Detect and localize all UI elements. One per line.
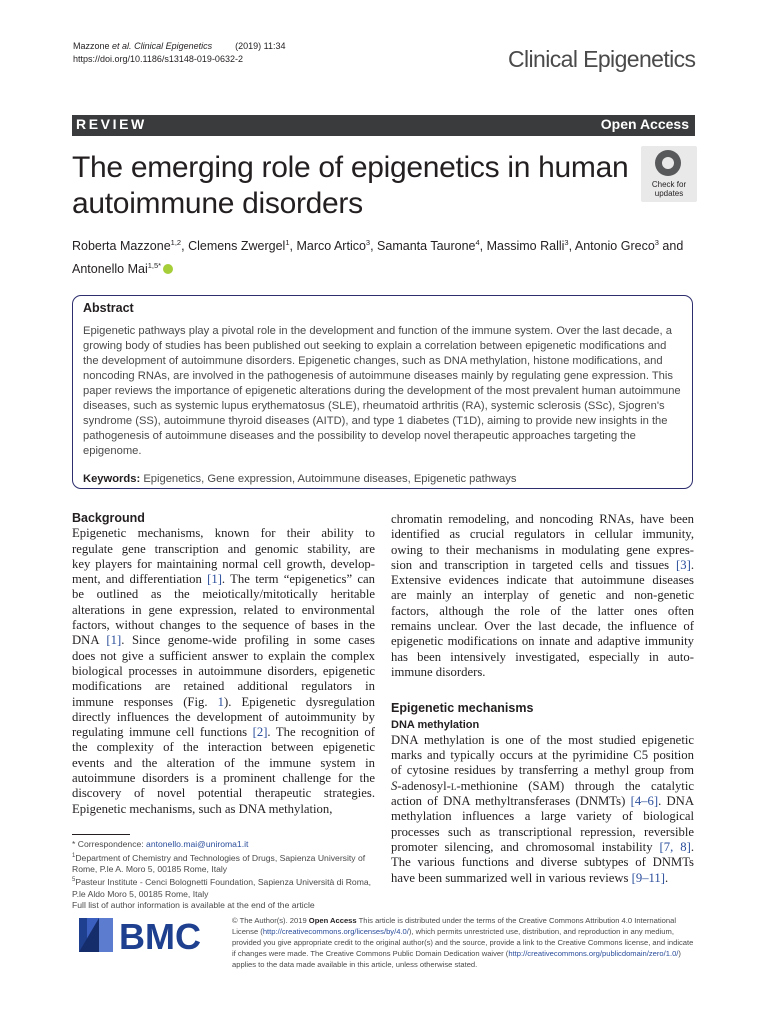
open-access-label: Open Access [600,116,689,132]
text-line: the complexity of the interaction between epigenetic [72,740,375,755]
article-type-label: REVIEW [76,116,147,132]
text-line: modifications are retained additional regulators in [72,679,375,694]
check-updates-line-1: Check for [651,180,687,189]
text-line: has been intensively investigated, especially in auto- [391,649,694,664]
author-affiliation-sup: 1 [285,238,290,247]
check-updates-line-2: updates [654,189,684,198]
correspondence-line: * Correspondence: antonello.mai@uniroma1.it [72,839,249,849]
dna-methylation-heading: DNA methylation [391,718,480,731]
citation-link[interactable]: 1 [217,694,224,709]
text-line: sion and transcription in targeted cells and tissues [3]. [391,557,694,572]
text-line: DNA methylation is one of the most studied epigenetic [391,732,694,747]
text-line: ment, and differentiation [1]. The term “epigenetics” can [72,572,376,587]
left-column [72,511,376,817]
text-line: events and the alteration of the immune system in [72,755,375,770]
abstract-heading: Abstract [83,301,134,315]
text-line: factors, although the role of the latter ones often [391,603,694,618]
citation-link[interactable]: [4–6] [630,794,659,809]
author-affiliation-sup: 1,5* [147,261,162,271]
citation-link[interactable]: [1] [106,633,122,648]
text-line: chromatin remodeling, and noncoding RNAs, have been [391,512,694,526]
keywords [83,473,516,485]
author-name: Roberta Mazzone [72,239,171,254]
text-line: Epigenetic mechanisms, known for their ability to [72,526,375,541]
text-line: remains unclear. Over the last decade, the influence of [391,619,694,634]
text-line: factors, without changes to the sequence of bases in the [72,618,375,633]
text-line: DNA [1]. Since genome-wide profiling in some cases [72,633,375,648]
text-line: The various functions and diverse subtypes of DNMTs [391,855,694,870]
text-line: have been summarized well in various reviews [9–11]. [391,870,669,885]
text-line: discovery of novel potential therapeutic strategies. [72,786,375,801]
text-line: regulate gene transcription and genomic stability, are [72,541,375,556]
cc-by-link[interactable]: http://creativecommons.org/licenses/by/4.0/ [262,927,409,936]
keywords-list: Epigenetics, Gene expression, Autoimmune diseases, Epigenetic pathways [143,473,517,485]
citation-authors: Mazzone [73,41,110,51]
citation-link[interactable]: [9–11] [631,870,665,885]
check-updates-icon [655,150,681,176]
bmc-logo [73,912,221,963]
text-line: immune disorders. [391,664,486,679]
abstract-box [72,295,693,489]
affiliation-1: $^1$Department of Chemistry and Technologies of Drugs, Sapienza University of Rome, P.le A. Moro 5, 00185 Rome, Italy [72,852,366,874]
article-type-banner [72,115,695,136]
text-line: methylation influences a large variety of biological [391,809,694,824]
footnote-divider [72,834,130,835]
text-line: promoter silencing, and chromosomal instability [7, 8]. [391,839,694,854]
text-line: Epigenetic mechanisms, such as DNA methylation, [72,801,333,816]
text-line: Extensive evidences indicate that autoimmune diseases [391,573,694,588]
text-line: key players for maintaining normal cell growth, develop- [72,556,375,571]
orcid-icon[interactable] [163,264,173,274]
dna-methylation-paragraph [391,733,694,886]
text-line: S-adenosyl-l-methionine (SAM) through the catalytic [391,778,694,793]
text-line: marks and typically occurs at the pyrimidine C5 position [391,748,694,763]
bmc-logo-text: BMC [119,916,201,957]
epigenetic-mechanisms-heading: Epigenetic mechanisms [391,701,534,716]
article-title [72,150,632,222]
license-open-access: Open Access [308,916,357,925]
footnotes [72,839,382,912]
text-line: epigenetic modifications on innate and adaptive immunity [391,634,694,649]
doi-link[interactable]: https://doi.org/10.1186/s13148-019-0632-2 [73,54,243,64]
license-notice: © The Author(s). 2019 Open Access This article is distributed under the terms of the Creative Commons Attribution 4.0 International License (http://creativecommons.org/licenses/by/4.0/), which permits unrestricted use, distribution, and reproduction in any medium, provided you give appropriate credit to the original author(s) and the source, provide a link to the Creative Commons license, and indicate if changes were made. The Creative Commons Public Domain Dedication waiver (http://creativecommons.org/publicdomain/zero/1.0/) applies to the data made available in this article, unless otherwise stated. [232,916,694,969]
abstract-text: Epigenetic pathways play a pivotal role in the development and function of the immune system. Over the last decade, a growing body of studies has been published out seeking to explain a correlation between epigenetic modifications and the development of autoimmune disorders. Epigenetic changes, such as DNA methylation, histone modifications, and noncoding RNAs, are involved in the pathogenesis of autoimmune diseases mainly by regulating gene expression. This paper reviews the importance of epigenetic alterations during the development of the most prevalent human autoimmune diseases, such as systemic lupus erythematosus (SLE), rheumatoid arthritis (RA), systemic sclerosis (SSc), Sjogren's syndrome (SS), autoimmune thyroid diseases (AITD), and type 1 diabetes (T1D), aiming to provide new insights in the pathogenesis of autoimmune diseases and the possibility to develop novel therapeutic approaches targeting the epigenome. [83,325,681,457]
title-line-2: autoimmune disorders [72,187,363,220]
author-name: Antonello Mai [72,262,148,277]
author-name: Marco Artico [296,239,366,254]
text-line: directly influences the development of autoimmunity by [72,709,375,724]
citation-link[interactable]: [1] [207,572,222,587]
journal-title: Clinical Epigenetics [508,46,696,72]
author-affiliation-sup: 3 [654,238,659,247]
title-line-1: The emerging role of epigenetics in human [72,151,629,184]
author-name: Antonio Greco [574,239,655,254]
text-line: are mainly an interplay of genetic and non-genetic [391,588,694,603]
text-line: processes such as transcriptional repression, reversible [391,824,694,839]
author-name: Clemens Zwergel [188,239,286,254]
text-line: identified as crucial regulators in cellular immunity, [391,527,694,542]
author-list: Roberta Mazzone$^{1,2}$, Clemens Zwergel$^1$, Marco Artico$^3$, Samanta Taurone$^4$, Massimo Ralli$^3$, Antonio Greco$^3$ and Antonello Mai$^{1,5*}$ [72,238,684,277]
text-line: biological processes in autoimmune disorders, epigenetic [72,663,375,678]
text-line: owing to their mechanisms in modulating gene expres- [391,542,694,557]
text-line: does not give a sufficient answer to explain the complex [72,648,375,663]
text-line: of cytosine residues by transferring a methyl group from [391,763,694,778]
cc-zero-link[interactable]: http://creativecommons.org/publicdomain/zero/1.0/ [508,949,679,958]
check-for-updates-badge[interactable] [641,146,697,202]
full-author-info-note: Full list of author information is available at the end of the article [72,900,315,911]
right-column [391,512,694,886]
text-line: immune responses (Fig. 1). Epigenetic dysregulation [72,694,375,709]
right-paragraph-1 [391,512,694,680]
author-affiliation-sup: 3 [564,238,569,247]
author-affiliation-sup: 1,2 [170,238,182,247]
text-line: regulating immune cell functions [2]. The recognition of [72,725,375,740]
article-citation-header [73,40,286,66]
author-name: Massimo Ralli [486,239,565,254]
citation-journal: Clinical Epigenetics [134,41,213,51]
citation-link[interactable]: [3] [676,557,691,572]
author-affiliation-sup: 4 [475,238,480,247]
citation-link[interactable]: [2] [252,725,268,740]
citation-link[interactable]: [7, 8] [659,839,691,854]
citation-etal: et al. [112,41,132,51]
text-line: alterations in gene expression, related to environmental [72,602,375,617]
keywords-label: Keywords: [83,473,141,485]
affiliation-5: $^5$Pasteur Institute - Cenci Bolognetti Foundation, Sapienza Università di Roma, P.le Aldo Moro 5, 00185 Rome, Italy [72,877,372,899]
author-name: Samanta Taurone [377,239,476,254]
correspondence-email-link[interactable]: antonello.mai@uniroma1.it [146,839,249,849]
author-affiliation-sup: 3 [365,238,371,247]
text-line: action of DNA methyltransferases (DNMTs) [4–6]. DNA [391,794,694,809]
text-line: be outlined as the meiotically/mitotically heritable [72,587,375,602]
background-heading: Background [72,511,145,525]
text-line: autoimmune disorders is a prominent challenge for the [72,771,375,786]
citation-year: (2019) 11:34 [235,41,286,51]
background-paragraph [72,526,375,817]
